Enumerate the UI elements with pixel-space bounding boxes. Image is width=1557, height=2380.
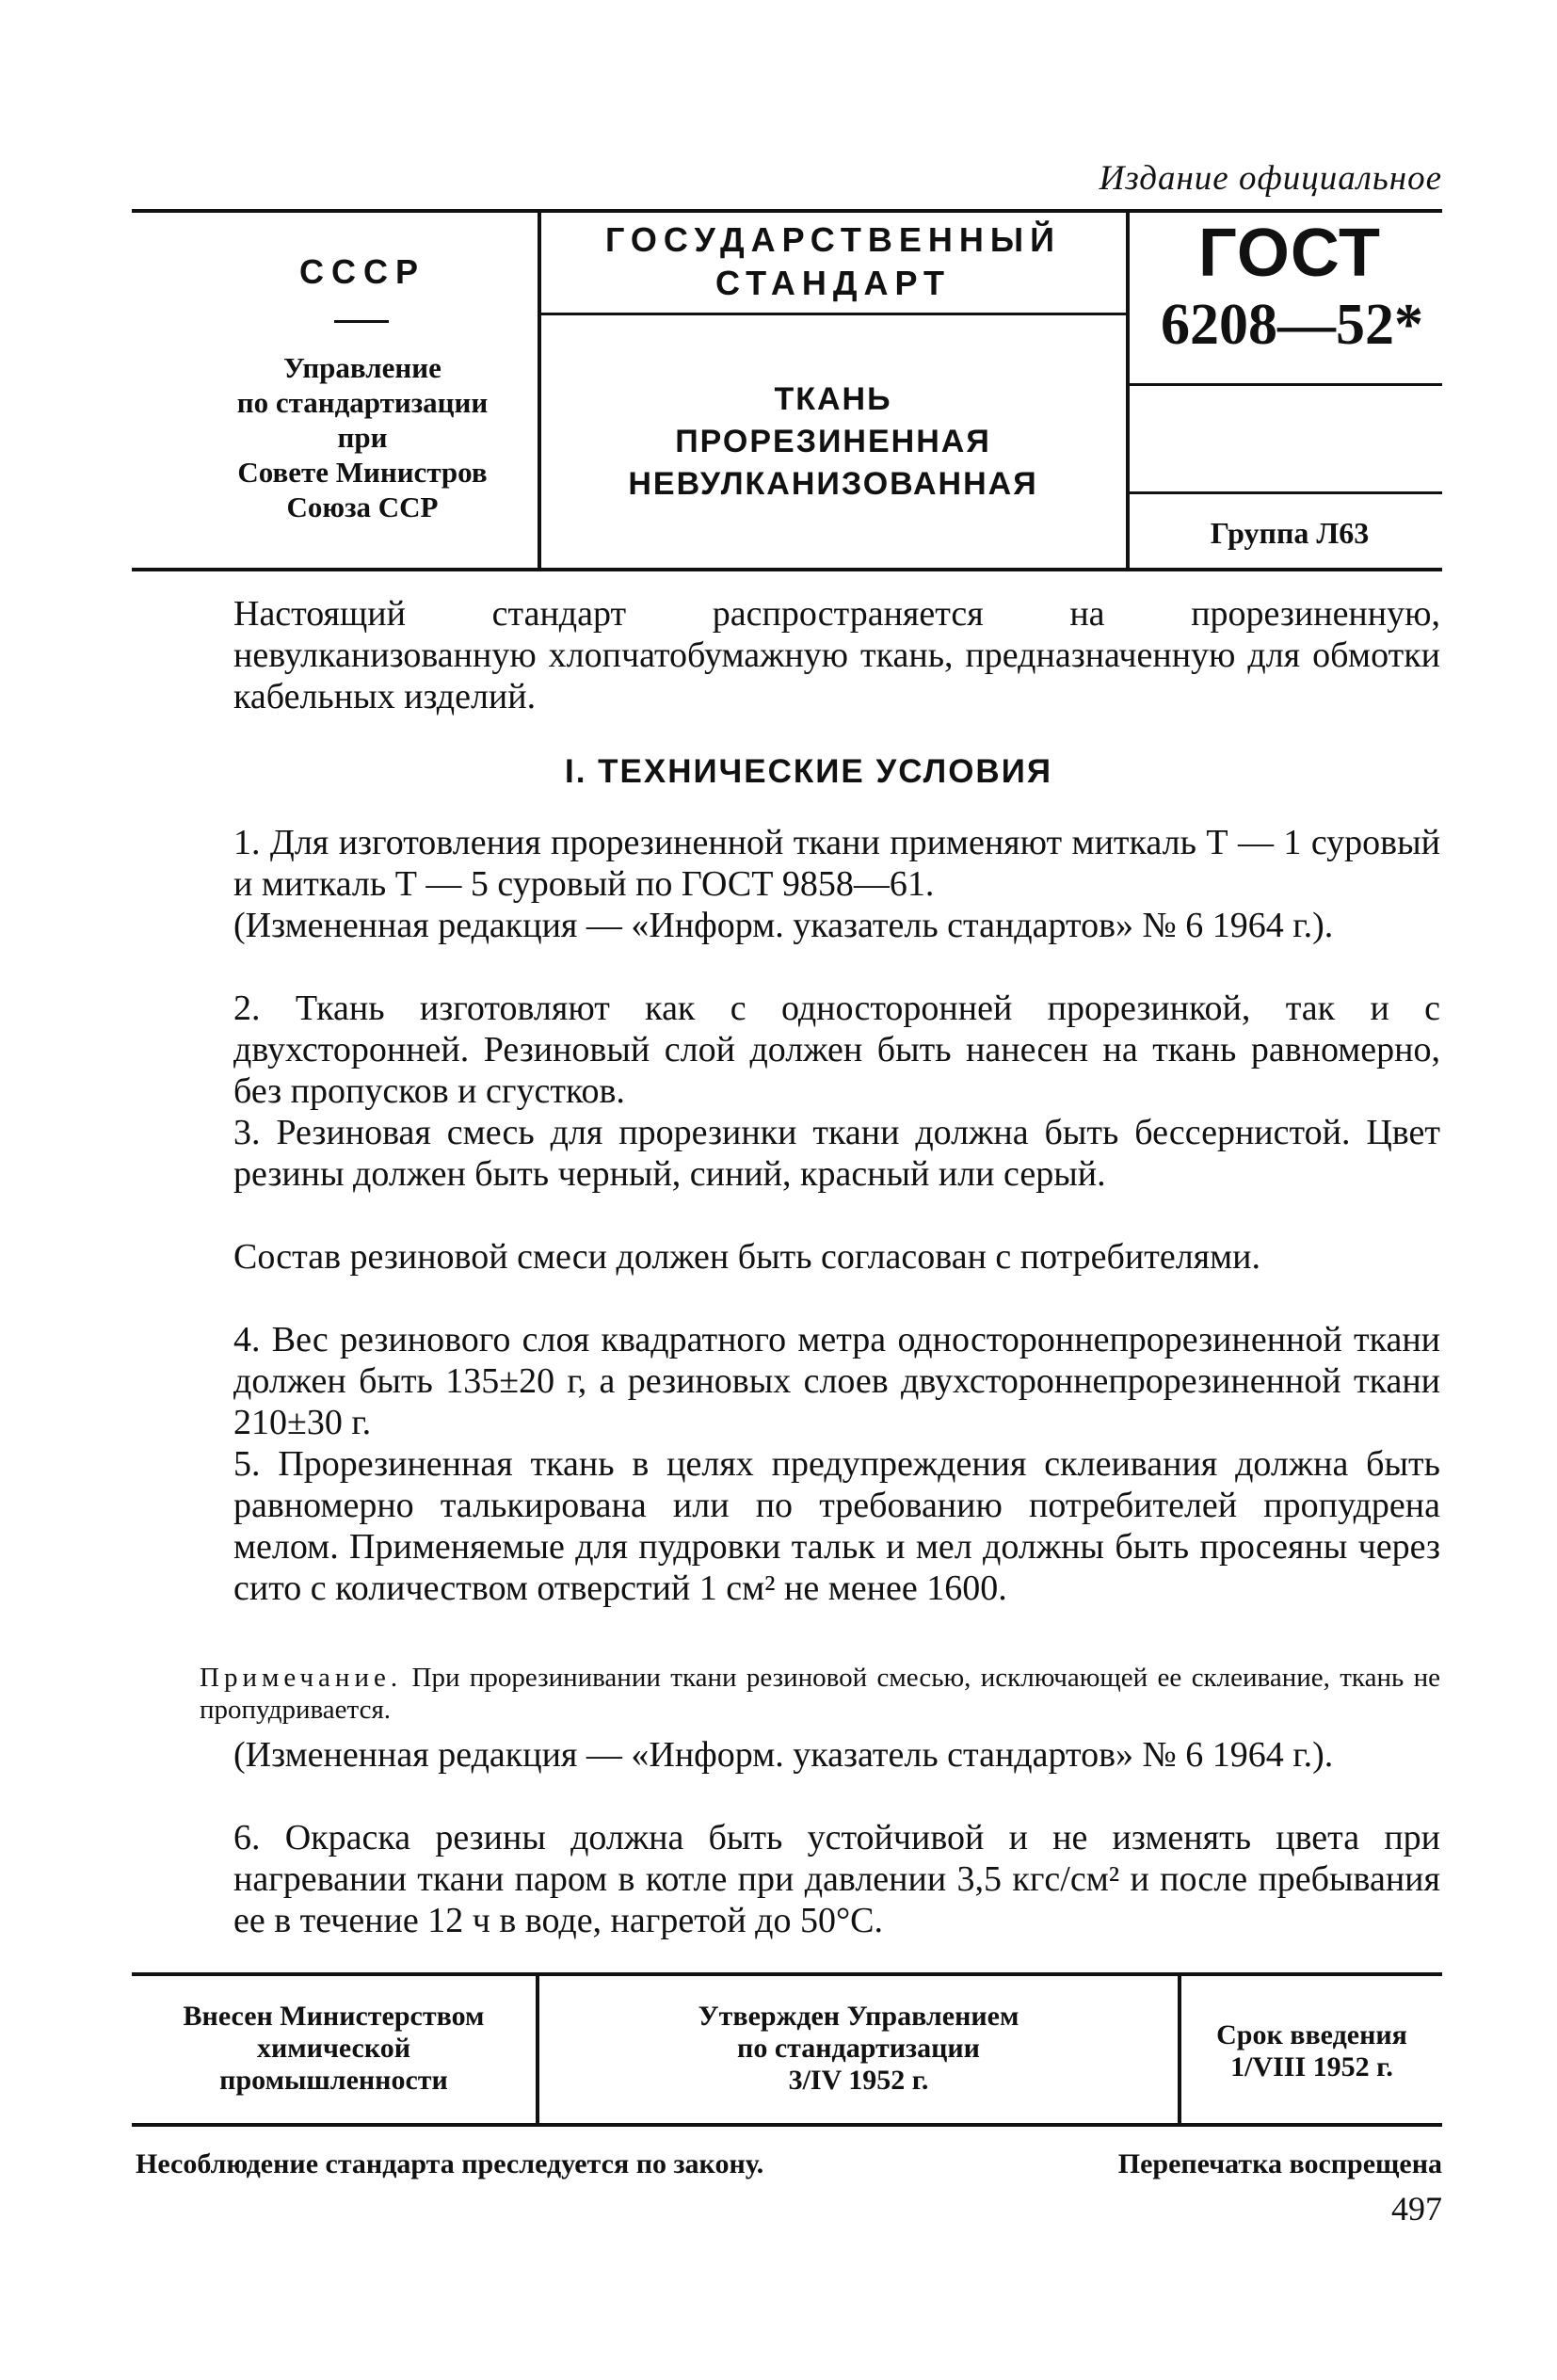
authority-line: Союза ССР	[286, 490, 439, 523]
item-3b-text: Состав резиновой смеси должен быть согласован с потребителями.	[233, 1237, 1261, 1277]
header-right-rule-1	[1130, 383, 1442, 386]
item-2	[177, 988, 1440, 1112]
item-6-text: 6. Окраска резины должна быть устойчивой и не изменять цвета при нагревании ткани паром в котле при давлении 3,5 кгс/см² и после пребывания ее в течение 12 ч в воде, нагретой до 50°С.	[233, 1818, 1440, 1940]
approved-line: 3/IV 1952 г.	[788, 2065, 929, 2096]
item-3b	[177, 1236, 1440, 1278]
authority-line: Совете Министров	[237, 456, 488, 489]
header-right-rule-2	[1130, 491, 1442, 494]
introduced-by	[132, 2001, 536, 2097]
title-line: НЕВУЛКАНИЗОВАННАЯ	[628, 466, 1038, 502]
country-dash	[334, 320, 389, 323]
item-3	[177, 1112, 1440, 1195]
law-notice: Несоблюдение стандарта преследуется по закону.	[136, 2148, 764, 2179]
item-1-text: 1. Для изготовления прорезиненной ткани применяют миткаль Т — 1 суровый и миткаль Т — 5 суровый по ГОСТ 9858—61.	[233, 823, 1440, 904]
effective-line: 1/VIII 1952 г.	[1230, 2051, 1393, 2082]
document-title	[541, 378, 1125, 506]
page-number: 497	[1391, 2190, 1442, 2227]
introduced-line: Внесен Министерством	[183, 2001, 485, 2032]
amendment-2	[177, 1734, 1440, 1776]
intro-text: Настоящий стандарт распространяется на прорезиненную, невулканизованную хлопчатобумажную ткань, предназначенную для обмотки кабельных изделий.	[233, 594, 1440, 716]
item-5-text: 5. Прорезиненная ткань в целях предупреждения склеивания должна быть равномерно талькирована или по требованию потребителей пропудрена мелом. Применяемые для пудровки тальк и мел должны быть просеяны через сито с количеством отверстий 1 см² не менее 1600.	[233, 1444, 1440, 1608]
footer-top-rule	[132, 1972, 1442, 1976]
item-4	[177, 1319, 1440, 1443]
introduced-line: промышленности	[219, 2065, 448, 2096]
gost-number: 6208—52*	[1161, 293, 1423, 357]
standard-type-line: СТАНДАРТ	[715, 264, 951, 302]
item-1	[177, 822, 1440, 905]
item-6	[177, 1817, 1440, 1941]
group-label: Группа Л63	[1210, 516, 1370, 550]
gost-label: ГОСТ	[1197, 216, 1382, 291]
footer-bottom-rule	[132, 2123, 1442, 2127]
introduced-line: химической	[256, 2033, 411, 2064]
item-5	[177, 1443, 1440, 1609]
note-body: При прорезинивании ткани резиновой смесью, исключающей ее склеивание, ткань не пропудривается.	[200, 1663, 1440, 1725]
note-text	[200, 1662, 1440, 1726]
amendment-2-text: (Измененная редакция — «Информ. указатель стандартов» № 6 1964 г.).	[233, 1735, 1334, 1775]
note-label: Примечание.	[200, 1663, 403, 1693]
reprint-notice: Перепечатка воспрещена	[1117, 2148, 1442, 2179]
edition-label: Издание официальное	[1099, 159, 1442, 198]
header-bottom-rule	[132, 568, 1442, 571]
authority-block	[151, 350, 574, 524]
item-4-text: 4. Вес резинового слоя квадратного метра одностороннепрорезиненной ткани должен быть 135±20 г, а резиновых слоев двухстороннепрорезиненной ткани 210±30 г.	[233, 1320, 1440, 1442]
amendment-1	[177, 905, 1440, 946]
item-2-text: 2. Ткань изготовляют как с односторонней прорезинкой, так и с двухсторонней. Резиновый слой должен быть нанесен на ткань равномерно, без пропусков и сгустков.	[233, 989, 1440, 1111]
approved-line: Утвержден Управлением	[698, 2001, 1019, 2032]
intro-paragraph	[177, 593, 1440, 717]
amendment-1-text: (Измененная редакция — «Информ. указатель стандартов» № 6 1964 г.).	[233, 906, 1334, 945]
header-col-divider-2	[1126, 209, 1130, 570]
effective-line: Срок введения	[1216, 2019, 1407, 2050]
title-line: ТКАНЬ	[774, 381, 892, 417]
standard-type-line: ГОСУДАРСТВЕННЫЙ	[604, 220, 1061, 259]
approved-line: по стандартизации	[737, 2033, 980, 2064]
note	[200, 1662, 1440, 1726]
country-label: СССР	[298, 252, 425, 291]
standard-type	[541, 218, 1125, 305]
header-top-rule	[132, 209, 1442, 213]
effective-date	[1181, 2019, 1442, 2083]
item-3-text: 3. Резиновая смесь для прорезинки ткани должна быть бессернистой. Цвет резины должен быть черный, синий, красный или серый.	[233, 1113, 1440, 1194]
approved-by	[539, 2001, 1178, 2097]
header-mid-rule	[541, 313, 1126, 315]
section-title: I. ТЕХНИЧЕСКИЕ УСЛОВИЯ	[564, 753, 1053, 790]
authority-line: Управление	[283, 351, 441, 384]
authority-line: при	[337, 421, 388, 454]
authority-line: по стандартизации	[236, 386, 489, 419]
title-line: ПРОРЕЗИНЕННАЯ	[675, 424, 991, 459]
